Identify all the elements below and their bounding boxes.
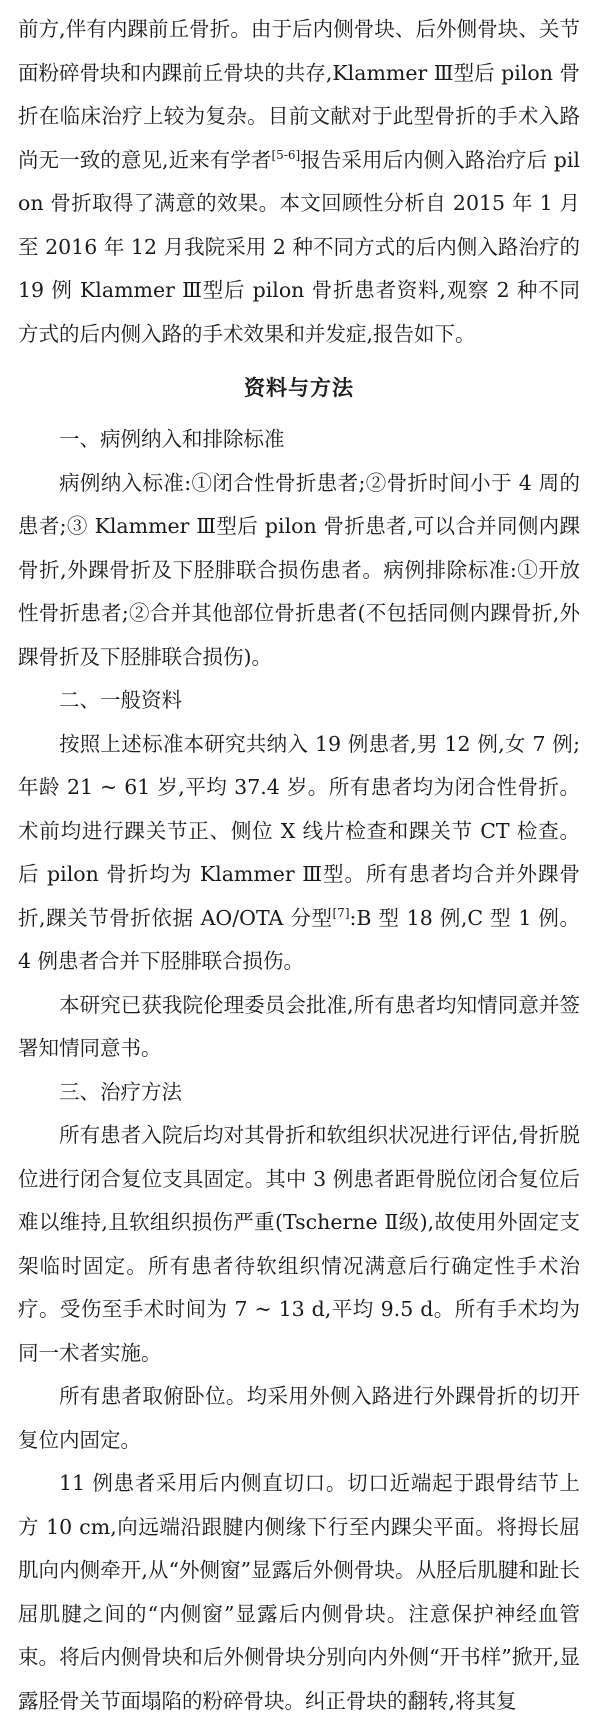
subsection-title-treatment: 三、治疗方法	[59, 1079, 182, 1104]
subsection-title-general: 二、一般资料	[59, 688, 182, 712]
treatment-paragraph-2: 所有患者取俯卧位。均采用外侧入路进行外踝骨折的切开复位内固定。	[18, 1384, 580, 1452]
general-text-part1: 按照上述标准本研究共纳入 19 例患者,男 12 例,女 7 例;年龄 21 ~ 61 岁,平均 37.4 岁。所有患者均为闭合性骨折。术前均进行踝关节正、侧位 X 线片检查和踝关节 CT 检查。后 pilon 骨折均为 Klammer Ⅲ型。所有患者均合并外踝骨折,踝关节骨折依据 AO/OTA 分型	[18, 731, 580, 930]
general-text-part2: :B 型 18 例,C 型 1 例。4 例患者合并下胫腓联合损伤。	[18, 905, 580, 973]
intro-text-part1: 前方,伴有内踝前丘骨折。由于后内侧骨块、后外侧骨块、关节面粉碎骨块和内踝前丘骨块的共存,Klammer Ⅲ型后 pilon 骨折在临床治疗上较为复杂。目前文献对于此型骨折的手术入路尚无一致的意见,近来有学者	[18, 17, 580, 172]
intro-text-part2: 报告采用后内侧入路治疗后 pilon 骨折取得了满意的效果。本文回顾性分析自 2015 年 1 月至 2016 年 12 月我院采用 2 种不同方式的后内侧入路治疗的 19 例 Klammer Ⅲ型后 pilon 骨折患者资料,观察 2 种不同方式的后内侧入路的手术效果和并发症,报告如下。	[18, 147, 580, 346]
intro-paragraph	[18, 8, 580, 356]
general-paragraph	[18, 723, 580, 984]
section-title: 资料与方法	[244, 376, 354, 400]
subsection-title-criteria: 一、病例纳入和排除标准	[59, 427, 285, 451]
article-page	[18, 8, 580, 1723]
citation-5-6[interactable]: [5-6]	[271, 147, 301, 162]
treatment-paragraph-1: 所有患者入院后均对其骨折和软组织状况进行评估,骨折脱位进行闭合复位支具固定。其中 3 例患者距骨脱位闭合复位后难以维持,且软组织损伤严重(Tscherne Ⅱ级),故使用外固定支架临时固定。所有患者待软组织情况满意后行确定性手术治疗。受伤至手术时间为 7 ~ 13 d,平均 9.5 d。所有手术均为同一术者实施。	[18, 1123, 580, 1365]
citation-7[interactable]: [7]	[332, 905, 350, 920]
criteria-paragraph: 病例纳入标准:①闭合性骨折患者;②骨折时间小于 4 周的患者;③ Klammer Ⅲ型后 pilon 骨折患者,可以合并同侧内踝骨折,外踝骨折及下胫腓联合损伤患者。病例排除标准:①开放性骨折患者;②合并其他部位骨折患者(不包括同侧内踝骨折,外踝骨折及下胫腓联合损伤)。	[18, 470, 580, 669]
ethics-paragraph: 本研究已获我院伦理委员会批准,所有患者均知情同意并签署知情同意书。	[18, 992, 580, 1060]
treatment-paragraph-3: 11 例患者采用后内侧直切口。切口近端起于跟骨结节上方 10 cm,向远端沿跟腱内侧缘下行至内踝尖平面。将拇长屈肌向内侧牵开,从“外侧窗”显露后外侧骨块。从胫后肌腱和趾长屈肌腱之间的“内侧窗”显露后内侧骨块。注意保护神经血管束。将后内侧骨块和后外侧骨块分别向内外侧“开书样”掀开,显露胫骨关节面塌陷的粉碎骨块。纠正骨块的翻转,将其复	[18, 1471, 580, 1713]
